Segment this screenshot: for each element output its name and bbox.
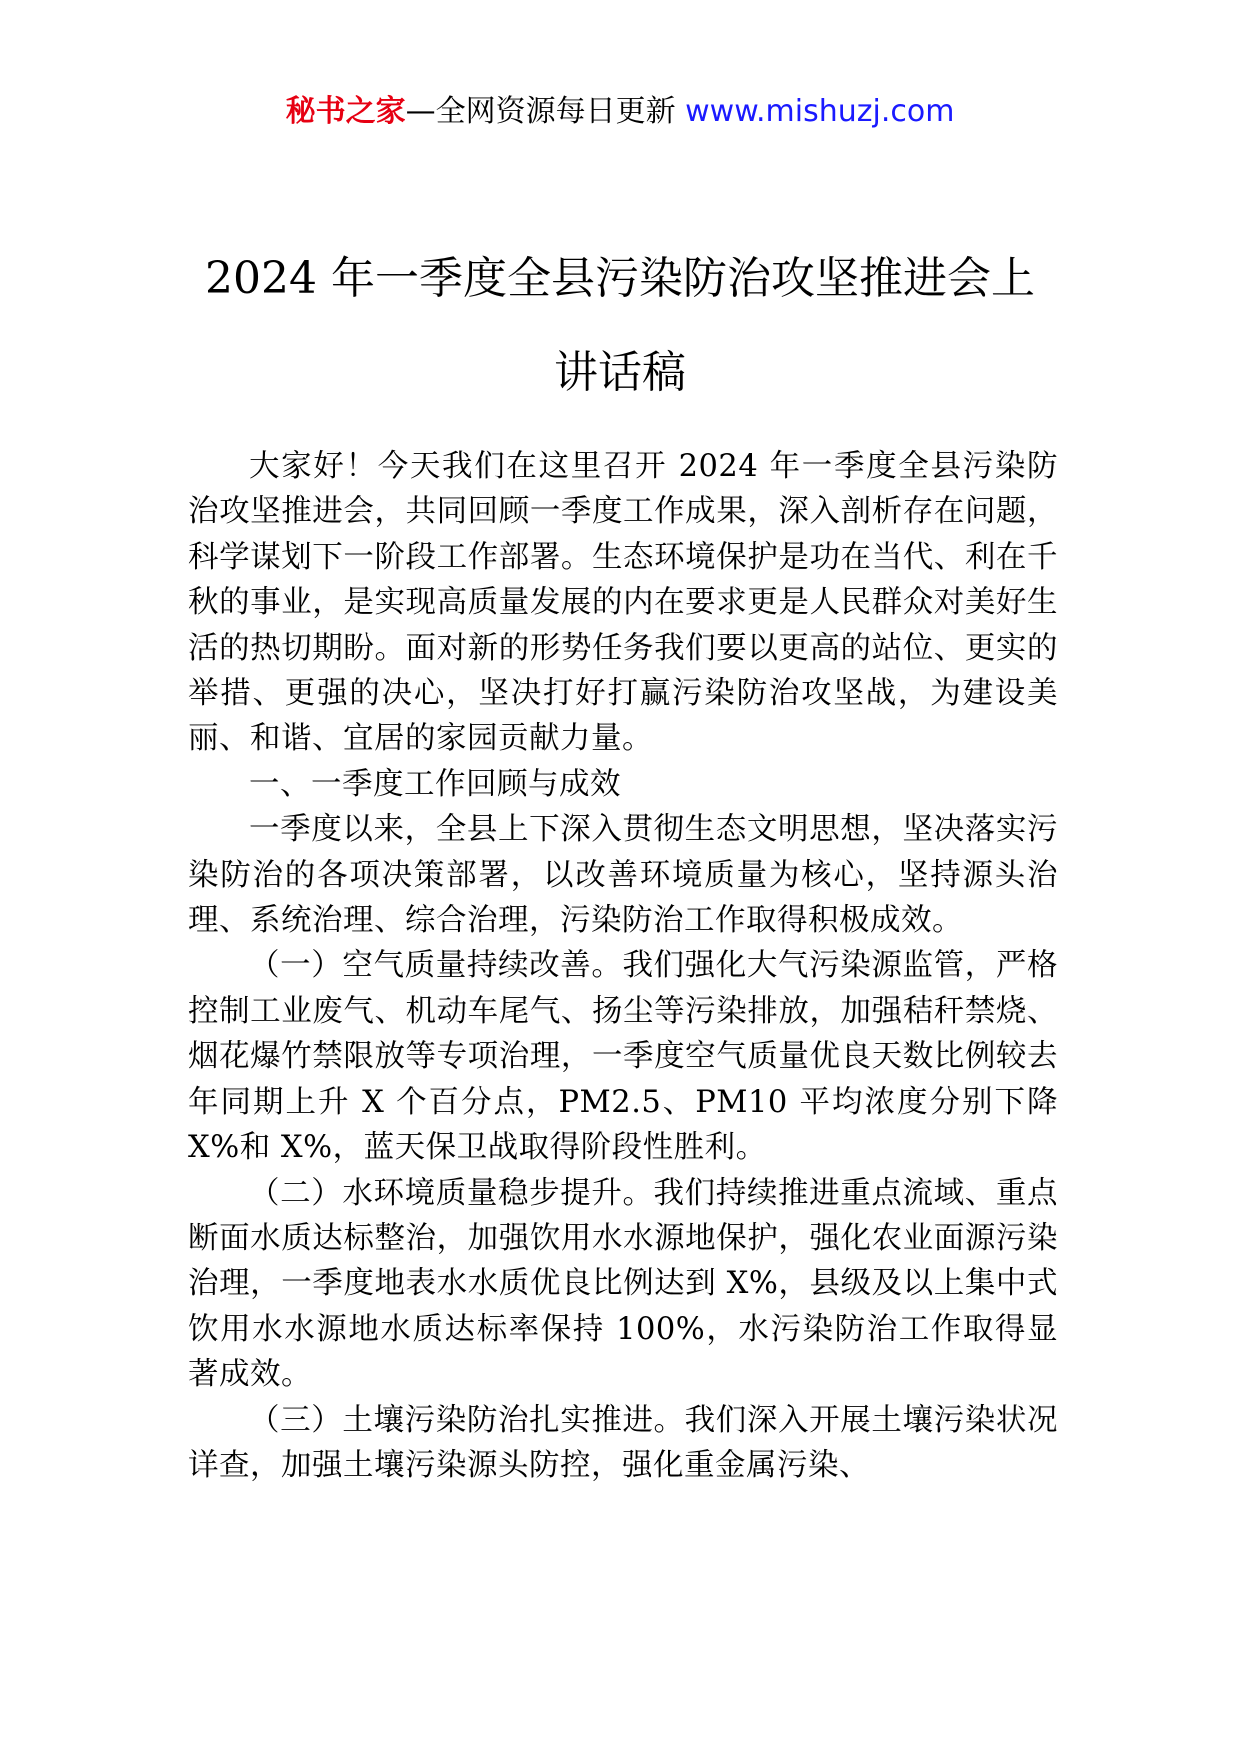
document-title bbox=[140, 232, 1100, 420]
paragraph-review: 一季度以来，全县上下深入贯彻生态文明思想，坚决落实污染防治的各项决策部署，以改善环境质量为核心，坚持源头治理、系统治理、综合治理，污染防治工作取得积极成效。 bbox=[188, 812, 1058, 939]
paragraph-opening: 大家好！今天我们在这里召开 2024 年一季度全县污染防治攻坚推进会，共同回顾一季度工作成果，深入剖析存在问题，科学谋划下一阶段工作部署。生态环境保护是功在当代、利在千秋的事业，是实现高质量发展的内在要求更是人民群众对美好生活的热切期盼。面对新的形势任务我们要以更高的站位、更实的举措、更强的决心，坚决打好打赢污染防治攻坚战，为建设美丽、和谐、宜居的家园贡献力量。 bbox=[188, 449, 1058, 757]
document-body bbox=[188, 444, 1058, 1488]
site-slogan: —全网资源每日更新 bbox=[405, 94, 676, 129]
site-header bbox=[0, 92, 1240, 132]
title-line-2: 讲话稿 bbox=[554, 347, 686, 398]
site-brand[interactable]: 秘书之家 bbox=[285, 94, 406, 129]
paragraph-water-quality: （二）水环境质量稳步提升。我们持续推进重点流域、重点断面水质达标整治，加强饮用水水源地保护，强化农业面源污染治理，一季度地表水水质优良比例达到 X%，县级及以上集中式饮用水水源地水质达标率保持 100%，水污染防治工作取得显著成效。 bbox=[188, 1175, 1058, 1393]
paragraph-air-quality: （一）空气质量持续改善。我们强化大气污染源监管，严格控制工业废气、机动车尾气、扬尘等污染排放，加强秸秆禁烧、烟花爆竹禁限放等专项治理，一季度空气质量优良天数比例较去年同期上升 X 个百分点，PM2.5、PM10 平均浓度分别下降 X%和 X%，蓝天保卫战取得阶段性胜利。 bbox=[188, 948, 1058, 1166]
section-heading-1: 一、一季度工作回顾与成效 bbox=[249, 766, 621, 802]
site-url-link[interactable]: www.mishuzj.com bbox=[685, 94, 955, 129]
title-line-1: 2024 年一季度全县污染防治攻坚推进会上 bbox=[205, 253, 1035, 304]
paragraph-soil-pollution: （三）土壤污染防治扎实推进。我们深入开展土壤污染状况详查，加强土壤污染源头防控，强化重金属污染、 bbox=[188, 1402, 1058, 1483]
